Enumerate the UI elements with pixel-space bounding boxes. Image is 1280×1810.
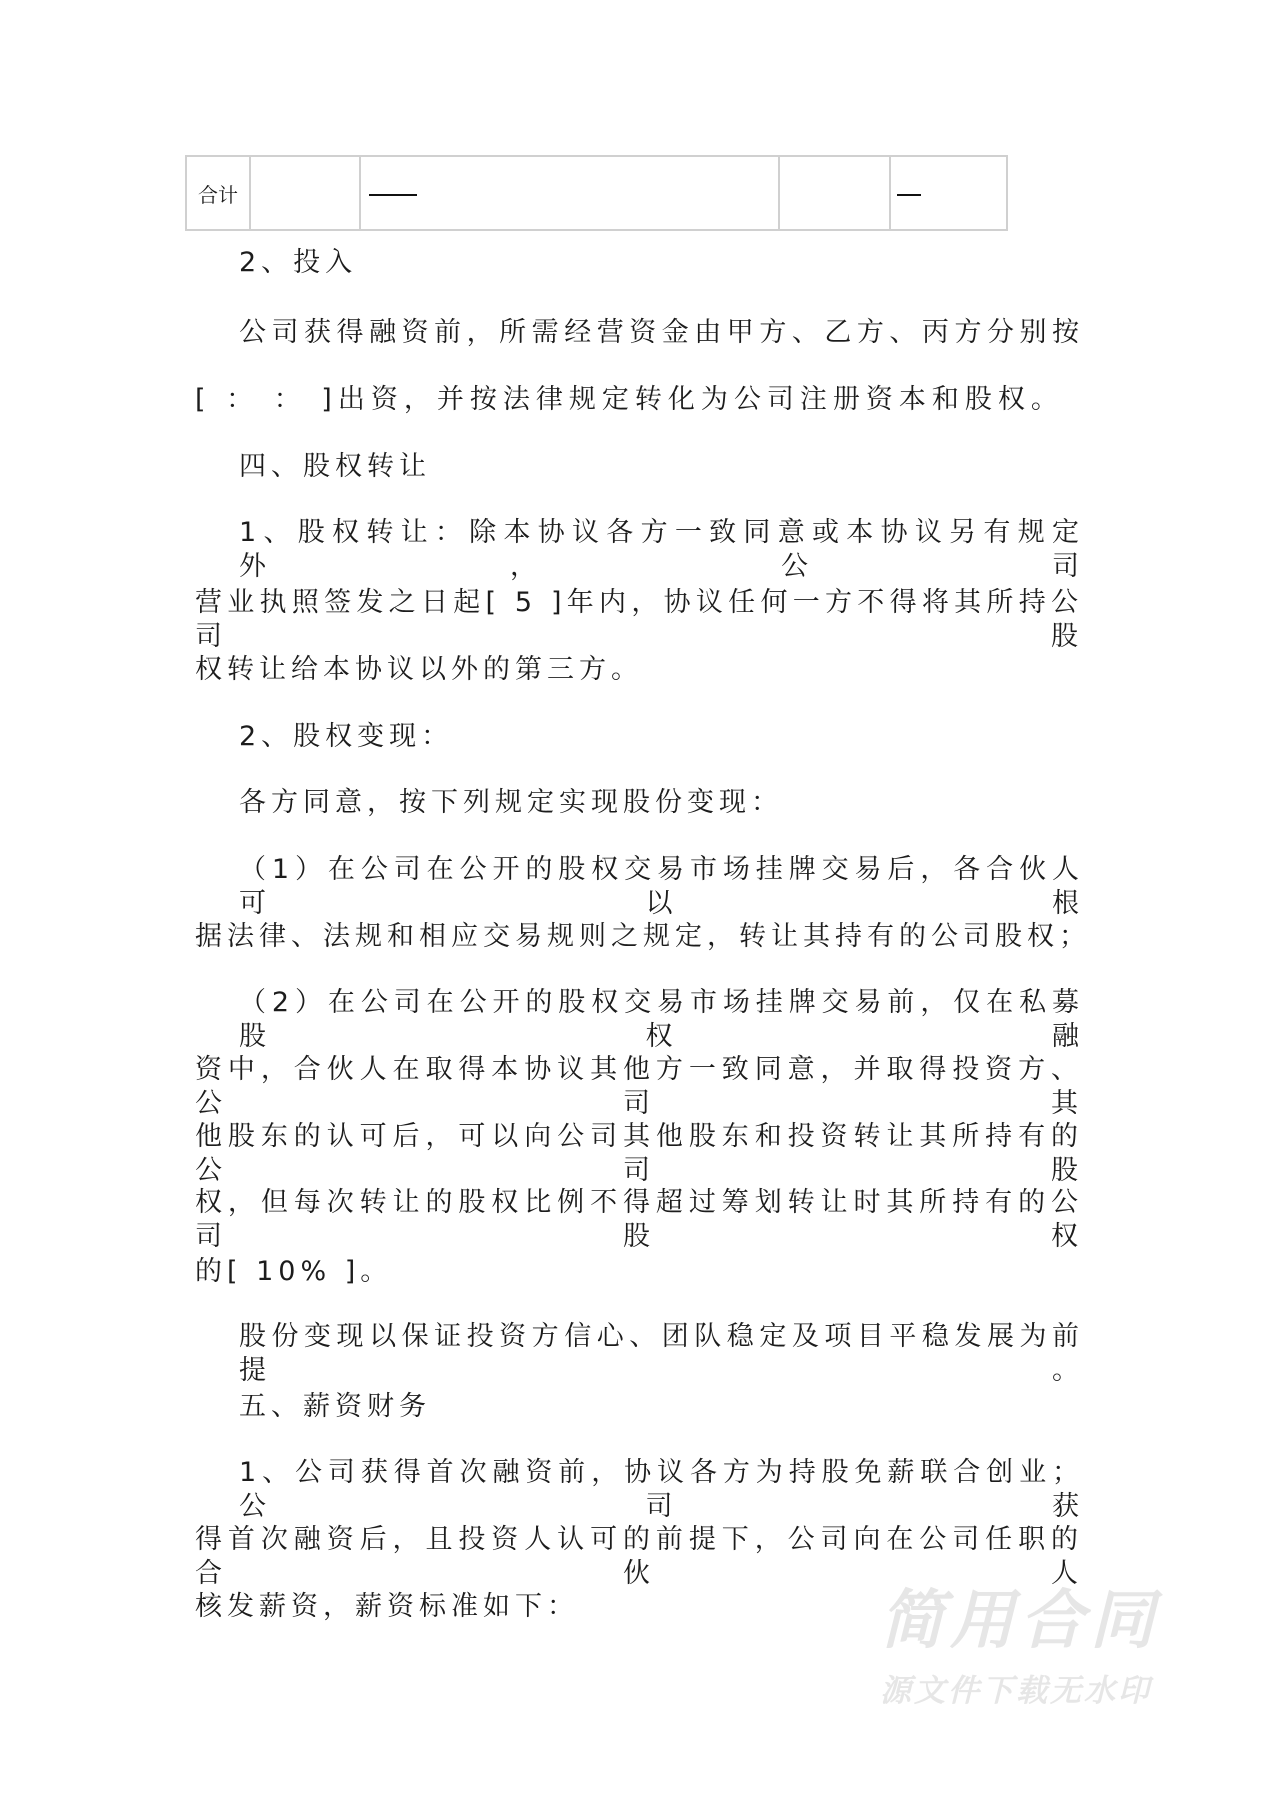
section-heading-equity-transfer: 四、股权转让 bbox=[239, 451, 431, 482]
paragraph-line: 公司获得融资前，所需经营资金由甲方、乙方、丙方分别按 bbox=[239, 317, 1084, 348]
paragraph-line: 1、股权转让：除本协议各方一致同意或本协议另有规定外，公司 bbox=[239, 517, 1084, 582]
paragraph-line: 营业执照签发之日起[ 5 ]年内，协议任何一方不得将其所持公司股 bbox=[195, 587, 1083, 652]
dash-long-mark bbox=[369, 194, 417, 196]
total-table bbox=[185, 155, 1008, 231]
section-heading-salary-finance: 五、薪资财务 bbox=[239, 1391, 431, 1422]
paragraph-line: 权转让给本协议以外的第三方。 bbox=[195, 654, 643, 685]
table-cell-4 bbox=[779, 156, 890, 230]
list-item-line: 权，但每次转让的股权比例不得超过筹划转让时其所持有的公司股权 bbox=[195, 1187, 1083, 1252]
paragraph-line: 得首次融资后，且投资人认可的前提下，公司向在公司任职的合伙人 bbox=[195, 1524, 1083, 1589]
list-item-line: 据法律、法规和相应交易规则之规定，转让其持有的公司股权； bbox=[195, 921, 1091, 952]
paragraph-line: 1、公司获得首次融资前，协议各方为持股免薪联合创业；公司获 bbox=[239, 1457, 1084, 1522]
watermark-subtitle: 源文件下载无水印 bbox=[880, 1673, 1152, 1709]
watermark bbox=[880, 1585, 1190, 1711]
table-row-total bbox=[186, 156, 1007, 230]
dash-short-mark bbox=[897, 194, 921, 196]
watermark-title: 简用合同 bbox=[880, 1584, 1160, 1658]
total-label-cell: 合计 bbox=[186, 156, 250, 230]
list-item-line: 他股东的认可后，可以向公司其他股东和投资转让其所持有的公司股 bbox=[195, 1121, 1083, 1186]
list-item-line: 的[ 10% ]。 bbox=[195, 1256, 393, 1287]
subsection-heading-equity-realization: 2、股权变现： bbox=[239, 721, 454, 752]
table-cell-2 bbox=[250, 156, 360, 230]
subsection-heading-investment: 2、投入 bbox=[239, 247, 358, 278]
list-item-line: 资中，合伙人在取得本协议其他方一致同意，并取得投资方、公司其 bbox=[195, 1054, 1083, 1119]
table-cell-3 bbox=[360, 156, 779, 230]
paragraph-line: 核发薪资，薪资标准如下： bbox=[195, 1591, 579, 1622]
list-item-line: （2）在公司在公开的股权交易市场挂牌交易前，仅在私募股权融 bbox=[239, 987, 1084, 1052]
list-item-line: （1）在公司在公开的股权交易市场挂牌交易后，各合伙人可以根 bbox=[239, 854, 1084, 919]
paragraph-line: 股份变现以保证投资方信心、团队稳定及项目平稳发展为前提。 bbox=[239, 1321, 1084, 1386]
table-cell-5 bbox=[890, 156, 1007, 230]
paragraph-line: [ ： ： ]出资，并按法律规定转化为公司注册资本和股权。 bbox=[195, 384, 1064, 415]
paragraph-line: 各方同意，按下列规定实现股份变现： bbox=[239, 787, 783, 818]
